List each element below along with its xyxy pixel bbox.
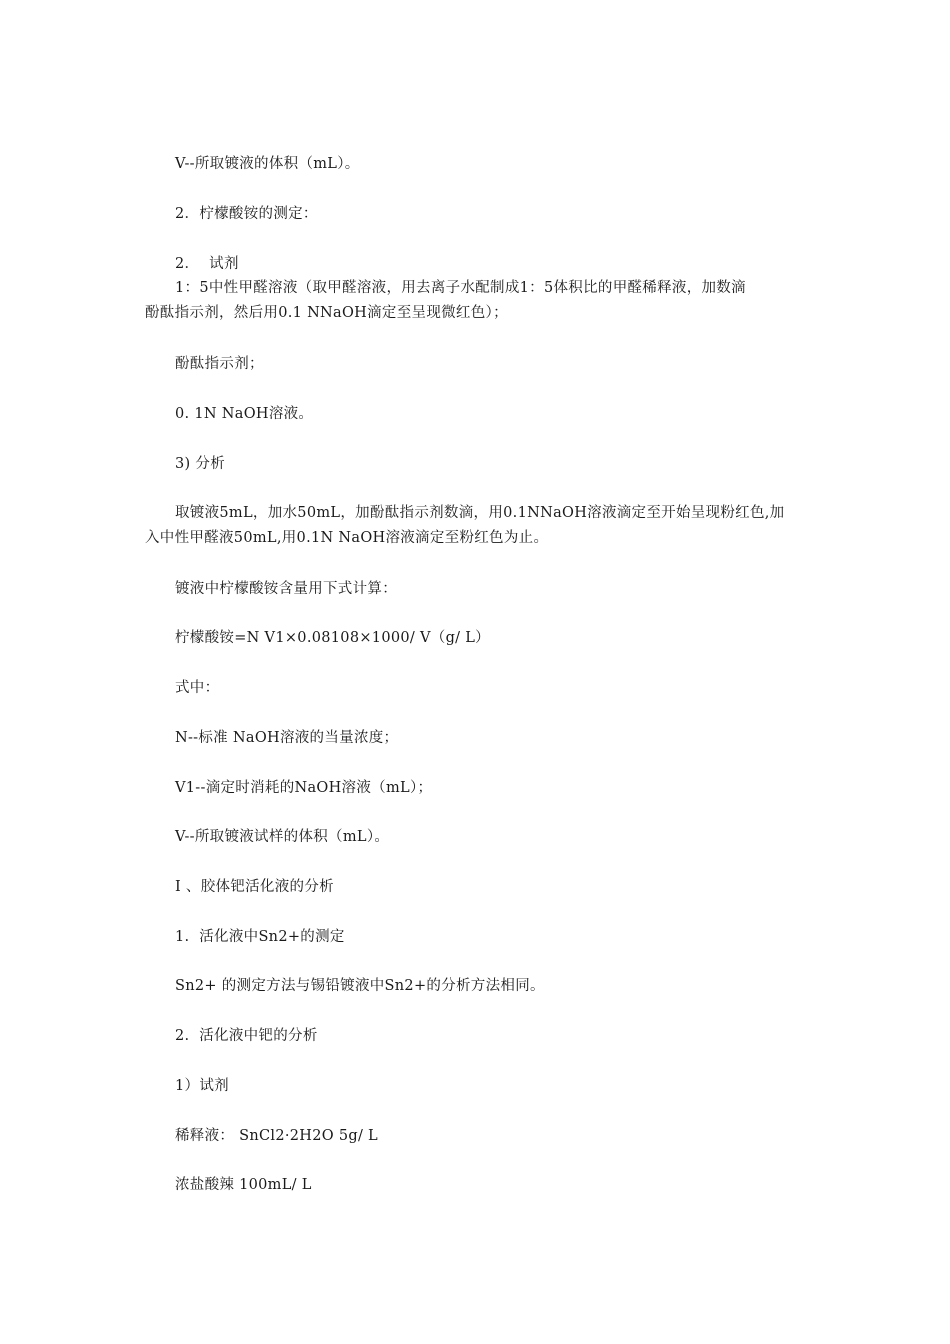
paragraph-naoh-solution: 0. 1N NaOH溶液。 [175, 406, 314, 422]
formula-ammonium-citrate: 柠檬酸铵=N V1×0.08108×1000/ V（g/ L） [175, 630, 490, 646]
paragraph-sn2-method: Sn2+ 的测定方法与锡铅镀液中Sn2+的分析方法相同。 [175, 978, 545, 994]
paragraph-hydrochloric-acid: 浓盐酸辣 100mL/ L [175, 1177, 312, 1193]
subheading-palladium-analysis: 2. 活化液中钯的分析 [175, 1028, 318, 1044]
paragraph-line: 取镀液5mL，加水50mL，加酚酞指示剂数滴，用0.1NNaOH溶液滴定至开始呈现粉红色,加 [175, 505, 785, 521]
paragraph-analysis-procedure [145, 501, 800, 551]
section-heading-ammonium-citrate: 2．柠檬酸铵的测定： [175, 206, 318, 222]
subheading-analysis: 3) 分析 [175, 456, 225, 472]
subheading-sn2-determination: 1. 活化液中Sn2+的测定 [175, 929, 345, 945]
paragraph-line: 酚酞指示剂，然后用0.1 NNaOH滴定至呈现微红色）； [145, 305, 508, 321]
definition-v: V--所取镀液试样的体积（mL）。 [175, 829, 390, 845]
paragraph-line: 1：5中性甲醛溶液（取甲醛溶液，用去离子水配制成1：5体积比的甲醛稀释液，加数滴 [175, 280, 746, 296]
paragraph-where: 式中： [175, 680, 220, 696]
paragraph-calculation-intro: 镀液中柠檬酸铵含量用下式计算： [175, 581, 397, 597]
definition-n: N--标准 NaOH溶液的当量浓度； [175, 730, 399, 746]
paragraph-formaldehyde-solution [145, 276, 800, 326]
paragraph-volume-definition: V--所取镀液的体积（mL）。 [175, 156, 360, 172]
paragraph-phenolphthalein: 酚酞指示剂； [175, 356, 264, 372]
section-heading-palladium-activator: I 、胶体钯活化液的分析 [175, 879, 334, 895]
definition-v1: V1--滴定时消耗的NaOH溶液（mL）； [175, 780, 433, 796]
paragraph-line: 入中性甲醛液50mL,用0.1N NaOH溶液滴定至粉红色为止。 [145, 530, 549, 546]
paragraph-diluent: 稀释液： SnCl2·2H2O 5g/ L [175, 1128, 378, 1144]
subheading-reagents: 2． 试剂 [175, 256, 239, 272]
subheading-reagents-2: 1）试剂 [175, 1078, 229, 1094]
